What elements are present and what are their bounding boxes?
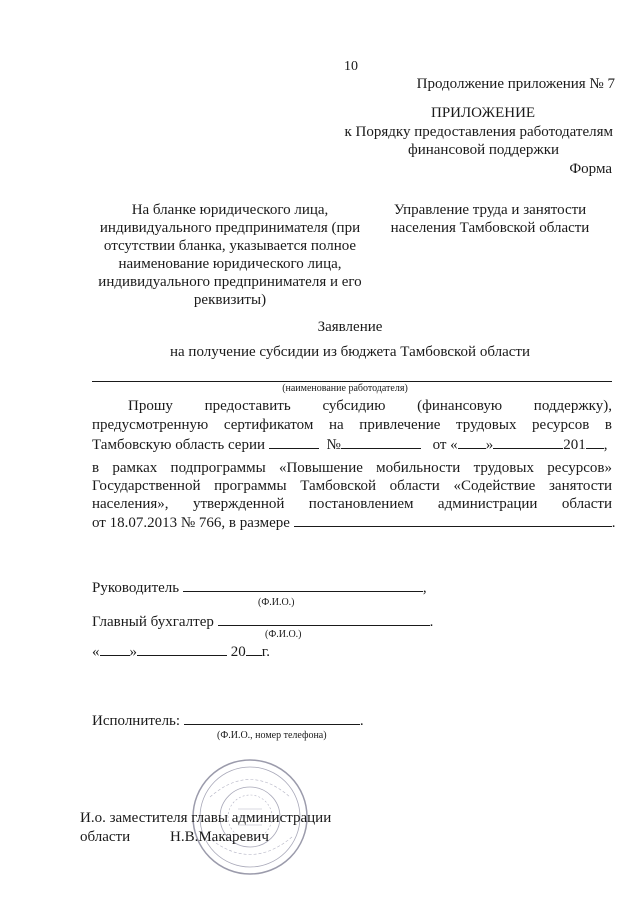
letterhead-line: индивидуального предпринимателя (при [99, 220, 361, 236]
month-field[interactable] [493, 435, 563, 449]
amount-field[interactable] [294, 513, 612, 527]
letterhead-note [85, 201, 375, 309]
program-line-2: Государственной программы Тамбовской области «Содействие занятости [92, 478, 612, 494]
request-line-3: Тамбовскую область серии № от « » 201 , [92, 437, 608, 453]
day-field[interactable] [458, 435, 486, 449]
sign-year-field[interactable] [246, 642, 262, 656]
employer-caption: (наименование работодателя) [282, 383, 408, 394]
executor-caption: (Ф.И.О., номер телефона) [217, 730, 327, 741]
request-line-1: Прошу предоставить субсидию (финансовую поддержку), [128, 398, 612, 414]
addressee [385, 201, 595, 237]
signer-name: Н.В.Макаревич [170, 829, 269, 845]
appendix-subtitle-2: финансовой поддержки [408, 142, 560, 158]
letterhead-line: На бланке юридического лица, [131, 202, 329, 218]
accountant-name-field[interactable] [218, 612, 430, 626]
document-title: Заявление [317, 319, 383, 335]
accountant-signature-row: Главный бухгалтер . [92, 614, 434, 630]
number-field[interactable] [341, 435, 421, 449]
program-line-1: в рамках подпрограммы «Повышение мобильности трудовых ресурсов» [92, 460, 612, 476]
date-row: « » 20 г. [92, 644, 270, 660]
letterhead-line: индивидуального предпринимателя и его [98, 274, 362, 290]
signer-position-line-2: области [80, 829, 131, 845]
accountant-caption: (Ф.И.О.) [265, 629, 302, 640]
year-field[interactable] [586, 435, 604, 449]
form-label: Форма [569, 161, 612, 177]
signer-position-line-1: И.о. заместителя главы администрации [80, 810, 332, 826]
addressee-line: Управление труда и занятости [393, 202, 587, 218]
letterhead-line: реквизиты) [193, 292, 267, 308]
request-line-2: предусмотренную сертификатом на привлечение трудовых ресурсов в [92, 417, 612, 433]
page-number: 10 [344, 59, 358, 74]
head-caption: (Ф.И.О.) [258, 597, 295, 608]
head-signature-row: Руководитель , [92, 580, 427, 596]
employer-name-line [92, 381, 612, 382]
head-name-field[interactable] [183, 578, 423, 592]
sign-month-field[interactable] [137, 642, 227, 656]
letterhead-line: наименование юридического лица, [118, 256, 342, 272]
program-line-4: от 18.07.2013 № 766, в размере . [92, 515, 616, 531]
executor-field[interactable] [184, 711, 360, 725]
executor-row: Исполнитель: . [92, 713, 364, 729]
series-field[interactable] [269, 435, 319, 449]
continuation-note: Продолжение приложения № 7 [416, 76, 615, 92]
addressee-line: населения Тамбовской области [390, 220, 590, 236]
appendix-title: ПРИЛОЖЕНИЕ [431, 105, 536, 121]
program-line-3: населения», утвержденной постановлением администрации области [92, 496, 612, 512]
sign-day-field[interactable] [100, 642, 130, 656]
letterhead-line: отсутствии бланка, указывается полное [103, 238, 357, 254]
document-subtitle: на получение субсидии из бюджета Тамбовской области [170, 344, 530, 360]
appendix-subtitle-1: к Порядку предоставления работодателям [344, 124, 613, 140]
